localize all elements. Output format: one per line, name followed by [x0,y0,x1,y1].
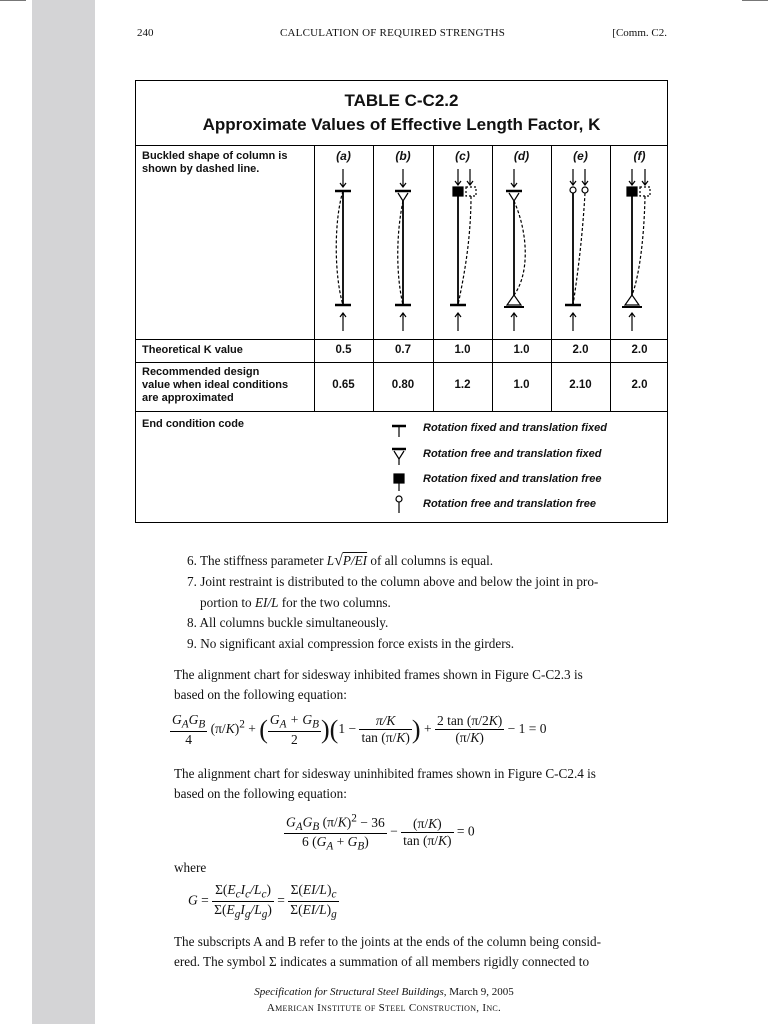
list-item-6: 6. The stiffness parameter L√P/EI of all columns is equal. [187,552,494,569]
case-label: (f) [633,149,646,163]
equation-sidesway-inhibited: $\frac{G_AG_B}{4}$ $(\pi/K)^2$ + ( $\frac{G_A + G_B}{2}$ )(1 − $\frac{\pi/K}{\tan (\pi/K)}$ ) + $\frac{2 \tan (\pi/2K)}{(\pi/K)}$ − 1 = 0 [172,712,547,747]
case-label: (c) [455,149,470,163]
column-e-diagram [565,169,588,331]
theoretical-k-value: 0.7 [395,344,411,356]
list-item-7: 7. Joint restraint is distributed to the column above and below the joint in pro- [187,574,599,589]
case-label: (b) [395,149,411,163]
end-condition-label: End condition code [142,418,245,430]
equation-g-definition: G = $\frac{\Sigma(E_cI_c/L_c)}{\Sigma(E_gI_g/L_g)}$ = $\frac{\Sigma(EI/L)_c}{\Sigma(EI/L)_g}$ [188,882,337,921]
case-label: (d) [513,149,530,163]
table-rule [136,339,667,340]
top-rule-right [742,0,768,1]
where-label: where [174,860,207,875]
theoretical-k-value: 1.0 [454,344,471,356]
table-subtitle: Approximate Values of Effective Length Factor, K [202,115,601,134]
case-label: (a) [336,149,351,163]
legend-fixed-fixed: Rotation fixed and translation fixed [423,422,607,434]
top-rule-left [0,0,26,1]
table-title: TABLE C-C2.2 [344,91,459,110]
recommended-k-value: 2.10 [569,379,592,391]
recommended-k-value: 1.0 [513,379,530,391]
table-rule [136,411,667,412]
end-condition-symbols [384,421,414,516]
page-gutter [32,0,95,1024]
footer-line-1: Specification for Structural Steel Buildings, March 9, 2005 [254,986,514,998]
list-item-9: 9. No significant axial compression force exists in the girders. [187,636,515,651]
table-rule [136,145,667,146]
theoretical-k-value: 1.0 [513,344,530,356]
theoretical-k-value: 0.5 [335,344,352,356]
column-b-diagram [395,169,411,331]
paragraph-uninhibited: The alignment chart for sidesway uninhibited frames shown in Figure C-C2.4 is based on the following equation: [174,766,596,801]
recommended-k-value: 0.65 [332,379,355,391]
page-number: 240 [137,27,154,39]
running-title: CALCULATION OF REQUIRED STRENGTHS [280,27,506,39]
k-factor-table [135,80,668,523]
buckled-shape-label: Buckled shape of column is shown by dashed line. [142,150,288,175]
legend-free-fixed: Rotation free and translation fixed [423,448,602,460]
paragraph-subscripts: The subscripts A and B refer to the joints at the ends of the column being consid- ered. The symbol Σ indicates a summation of all members rigidly connected to [174,934,602,969]
theoretical-k-label: Theoretical K value [142,344,243,356]
recommended-k-value: 0.80 [391,379,415,391]
table-rule [136,362,667,363]
footer-line-2: American Institute of Steel Construction, Inc. [266,1002,502,1014]
column-d-diagram [504,169,525,331]
section-ref: [Comm. C2. [612,27,667,39]
legend-free-free: Rotation free and translation free [423,498,596,510]
recommended-k-label: Recommended design value when ideal conditions are approximated [142,366,289,404]
column-c-diagram [450,169,476,331]
recommended-k-value: 1.2 [454,379,471,391]
theoretical-k-value: 2.0 [631,344,648,356]
legend-fixed-free: Rotation fixed and translation free [423,473,602,485]
recommended-k-value: 2.0 [631,379,648,391]
case-label: (e) [573,149,588,163]
column-a-diagram [335,169,351,331]
paragraph-inhibited: The alignment chart for sidesway inhibited frames shown in Figure C-C2.3 is based on the following equation: [174,667,583,702]
theoretical-k-value: 2.0 [572,344,589,356]
buckled-shapes-diagram [314,165,669,337]
list-item-7-cont: portion to EI/L for the two columns. [200,595,391,610]
list-item-8: 8. All columns buckle simultaneously. [187,615,389,630]
column-f-diagram [622,169,650,331]
equation-sidesway-uninhibited: $\frac{G_AG_B (\pi/K)^2 - 36}{6 (G_A + G_B)}$ − $\frac{(\pi/K)}{\tan (\pi/K)}$ = 0 [286,812,475,853]
